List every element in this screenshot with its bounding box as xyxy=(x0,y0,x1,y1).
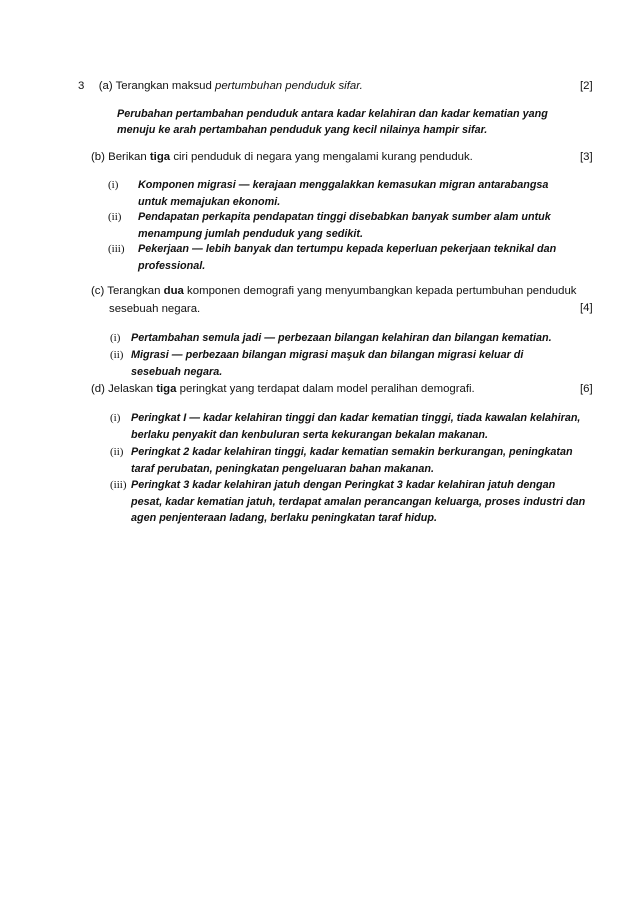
list-item: Peringkat I — kadar kelahiran tinggi dan kadar kematian tinggi, tiada kawalan kelahiran, berlaku penyakit dan kenbuluran serta kekurangan bekalan makanan. xyxy=(131,412,581,441)
part-b-prompt-prefix: Berikan xyxy=(108,151,150,163)
list-item: Migrasi — perbezaan bilangan migrasi maşuk dan bilangan migrasi keluar di sesebuah negara. xyxy=(131,349,524,378)
part-a-prompt: Terangkan maksud xyxy=(115,80,215,92)
part-d-prompt-prefix: Jelaskan xyxy=(108,383,157,395)
part-c-prompt-prefix: Terangkan xyxy=(107,285,164,297)
item-number: (iii) xyxy=(108,243,125,255)
question-number: 3 xyxy=(78,80,85,92)
part-c-prompt-suffix: komponen demografi yang menyumbangkan kepada pertumbuhan penduduk sesebuah negara. xyxy=(109,285,577,315)
part-d-marks: [6] xyxy=(580,383,593,395)
part-b-prompt-suffix: ciri penduduk di negara yang mengalami kurang penduduk. xyxy=(170,151,473,163)
list-item: Pertambahan semula jadi — perbezaan bilangan kelahiran dan bilangan kematian. xyxy=(131,332,552,344)
part-d-label: (d) xyxy=(91,383,105,395)
part-c-label: (c) xyxy=(91,285,105,297)
item-number: (ii) xyxy=(110,446,124,458)
item-number: (ii) xyxy=(108,211,122,223)
question-3a xyxy=(78,78,363,95)
list-item: Komponen migrasi — kerajaan menggalakkan kemasukan migran antarabangsa untuk memajukan ekonomi. xyxy=(138,179,549,208)
question-3b xyxy=(91,149,473,166)
list-item: Pendapatan perkapita pendapatan tinggi disebabkan banyak sumber alam untuk menampung jumlah penduduk yang sedikit. xyxy=(138,211,551,240)
question-3c xyxy=(91,283,584,318)
item-number: (ii) xyxy=(110,349,124,361)
list-item: Pekerjaan — lebih banyak dan tertumpu kepada keperluan pekerjaan teknikal dan professional. xyxy=(138,243,557,272)
part-a-marks: [2] xyxy=(580,80,593,92)
part-c-prompt-bold: dua xyxy=(163,285,184,297)
part-b-prompt-bold: tiga xyxy=(149,151,171,163)
part-a-term: pertumbuhan penduduk sifar. xyxy=(214,80,363,92)
part-a-label: (a) xyxy=(98,80,113,92)
item-number: (i) xyxy=(110,412,121,424)
item-number: (i) xyxy=(110,332,121,344)
part-a-answer: Perubahan pertambahan penduduk antara kadar kelahiran dan kadar kematian yang menuju ke arah pertambahan penduduk yang kecil nilainya hampir sifar. xyxy=(117,108,548,136)
part-b-marks: [3] xyxy=(580,151,593,163)
part-b-label: (b) xyxy=(91,151,105,163)
item-number: (i) xyxy=(108,179,119,191)
question-3d xyxy=(91,381,475,398)
list-item: Peringkat 2 kadar kelahiran tinggi, kadar kematian semakin berkurangan, peningkatan taraf perubatan, peningkatan pengeluaran bahan makanan. xyxy=(131,446,573,475)
list-item: Peringkat 3 kadar kelahiran jatuh dengan Peringkat 3 kadar kelahiran jatuh dengan pesat, kadar kematian jatuh, terdapat amalan perancangan keluarga, proses industri dan agen penjenteraan ladang, berlaku peningkatan taraf hidup. xyxy=(131,479,586,524)
part-d-prompt-suffix: peringkat yang terdapat dalam model peralihan demografi. xyxy=(176,383,475,395)
part-d-prompt-bold: tiga xyxy=(156,383,177,395)
part-c-marks: [4] xyxy=(580,302,593,314)
item-number: (iii) xyxy=(110,479,127,491)
